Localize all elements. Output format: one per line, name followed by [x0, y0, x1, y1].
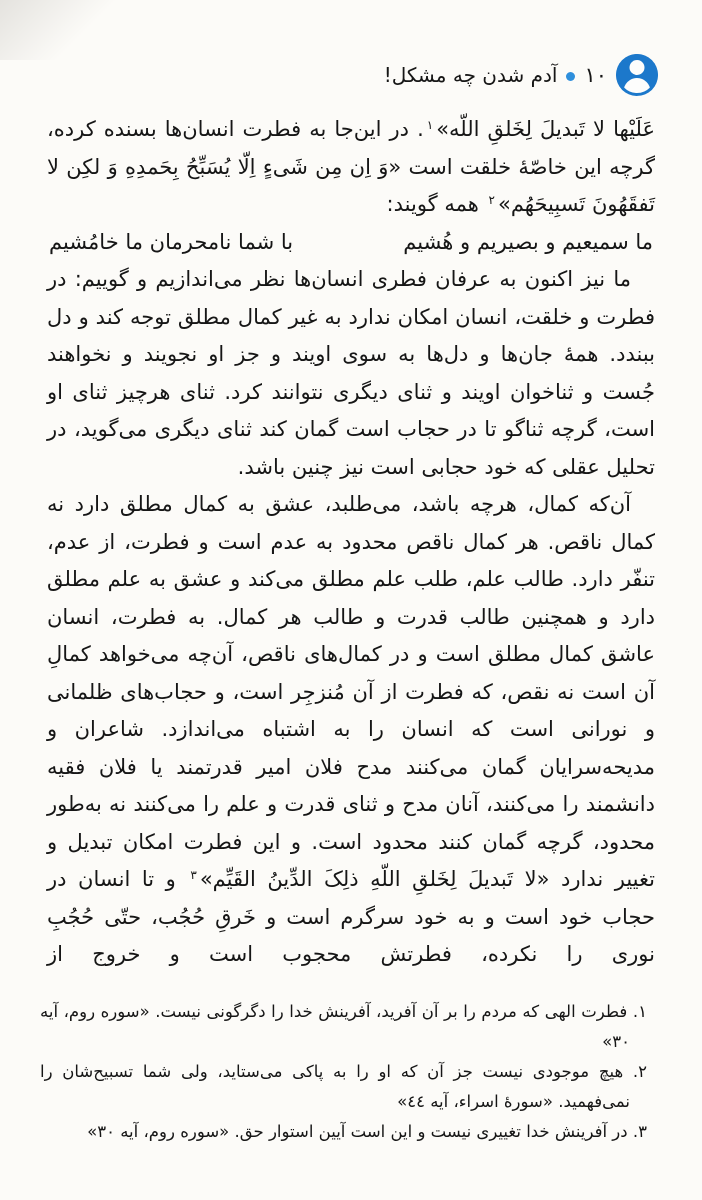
hemistich-second: با شما نامحرمان ما خامُشیم: [49, 229, 294, 254]
body-text-segment: عَلَیْها لا تَبدیلَ لِخَلقِ اللّه»: [436, 117, 655, 141]
footnote-ref-3: ۳: [190, 868, 197, 882]
footnote-item: [40, 997, 647, 1057]
paragraph-continuation: [47, 111, 655, 224]
avatar-rim: [616, 54, 658, 96]
footnote-ref-1: ۱: [426, 118, 434, 132]
paragraph: [47, 486, 655, 974]
body-text-segment: همه گویند:: [386, 192, 479, 216]
body-text-segment: آن‌که کمال، هرچه باشد، می‌طلبد، عشق به کمال مطلق دارد نه کمال ناقص. هر کمال ناقص محدود به عدم است و فطرت، از عدم، تنفّر دارد. طالب علم، طلب علم مطلق می‌کند و عشق به علم مطلق دارد و همچنین طالب قدرت و طالب هر کمال. به فطرت، انسان عاشق کمال مطلق است و در کمال‌های ناقص، آن‌چه می‌خواهد کمالِ آن است نه نقص، که فطرت از آن مُنزجِر است، و حجاب‌های ظلمانی و نورانی است که انسان را به اشتباه می‌اندازد. شاعران و مدیحه‌سرایان گمان می‌کنند مدح فلان امیر قدرتمند یا فلان فقیه دانشمند را می‌کنند، آنان مدح و ثنای قدرت و علم را می‌کنند نه به‌طور محدود، گرچه گمان کنند محدود است. و این فطرت امکان تبدیل و تغییر ندارد «لا تَبدیلَ لِخَلقِ اللّهِ ذلِکَ الدِّینُ القَیِّم»: [47, 492, 655, 891]
footnote-number: ۱.: [632, 1002, 647, 1021]
footnote-text: در آفرینش خدا تغییری نیست و این است آیین استوار حق. «سوره روم، آیه ۳۰»: [87, 1122, 628, 1141]
person-avatar-icon: [616, 54, 658, 96]
footnote-text: هیچ موجودی نیست جز آن که او را به پاکی می‌ستاید، ولی شما تسبیح‌شان را نمی‌فهمید. «سورهٔ اسراء، آیه ٤٤»: [40, 1062, 630, 1111]
footnotes-section: [40, 997, 647, 1147]
footnote-ref-2: ۲: [488, 193, 495, 207]
hemistich-first: ما سمیعیم و بصیریم و هُشیم: [403, 229, 653, 254]
bullet-dot-icon: [566, 72, 575, 81]
footnote-item: [40, 1117, 647, 1147]
page-number: ۱۰: [584, 63, 607, 87]
body-text-segment: و تا انسان در حجاب خود است و به خود سرگرم است و خَرقِ حُجُب، حتّی حُجُبِ نوری را نکرده، فطرتش محجوب است و خروج از: [47, 867, 655, 966]
poem-verse: [47, 224, 655, 262]
footnote-item: [40, 1057, 647, 1117]
page-header: [44, 52, 658, 98]
paragraph: ما نیز اکنون به عرفان فطری انسان‌ها نظر می‌اندازیم و گوییم: در فطرت و خلقت، انسان امکان ندارد به غیر کمال مطلق توجه کند و دل ببندد. همهٔ جان‌ها و دل‌ها به سوی اویند و جز او نجویند و نخواهند جُست و ثناخوان اویند و ثنای دیگری نتوانند کرد. ثنای هرچیز ثنای او است، گرچه ثناگو تا در حجاب است گمان کند ثنای دیگری می‌گوید، در تحلیل عقلی که خود حجابی است نیز چنین باشد.: [47, 267, 655, 479]
footnote-number: ۳.: [632, 1122, 647, 1141]
page-body: [47, 111, 655, 974]
footnote-text: فطرت الهی که مردم را بر آن آفرید، آفرینش خدا را دگرگونی نیست. «سوره روم، آیه ۳۰»: [40, 1002, 630, 1051]
footnote-number: ۲.: [632, 1062, 647, 1081]
body-text-segment: . در این‌جا به فطرت انسان‌ها بسنده کرده، گرچه این خاصّهٔ خلقت است «وَ اِن مِن شَیءٍ اِلّا یُسَبِّحُ بِحَمدِهِ وَ لکِن لا تَفقَهُونَ تَسبِیحَهُم»: [47, 117, 655, 216]
running-title: آدم شدن چه مشکل!: [383, 63, 558, 87]
